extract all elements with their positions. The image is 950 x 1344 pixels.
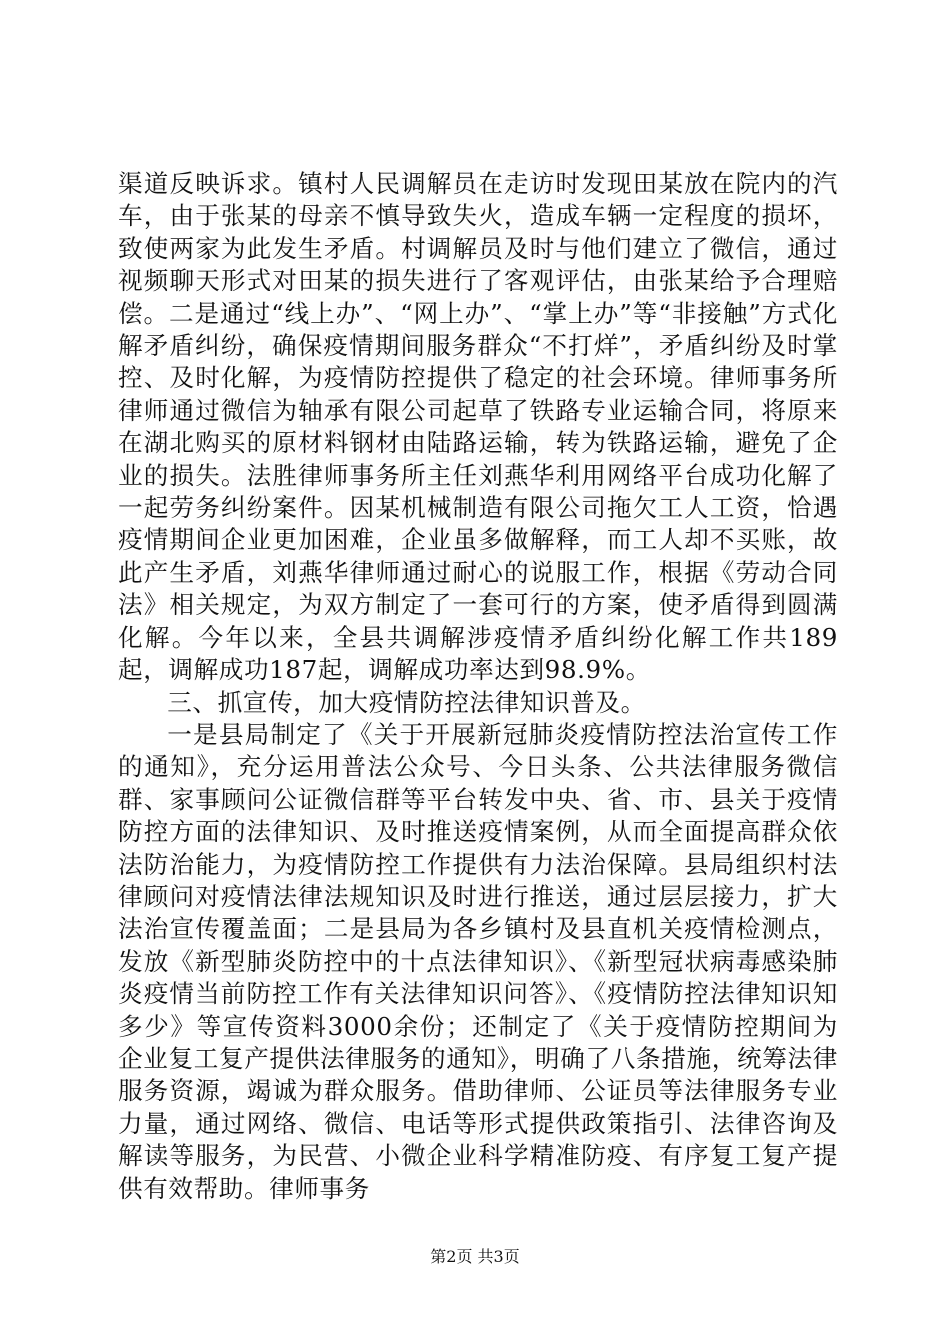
page-footer: 第2页 共3页: [430, 1247, 520, 1266]
paragraph-publicity: 一是县局制定了《关于开展新冠肺炎疫情防控法治宣传工作的通知》，充分运用普法公众号、今日头条、公共法律服务微信群、家事顾问公证微信群等平台转发中央、省、市、县关于疫情防控方面的法律知识、及时推送疫情案例，从而全面提高群众依法防治能力，为疫情防控工作提供有力法治保障。县局组织村法律顾问对疫情法律法规知识及时进行推送，通过层层接力，扩大法治宣传覆盖面；二是县局为各乡镇村及县直机关疫情检测点，发放《新型肺炎防控中的十点法律知识》、《新型冠状病毒感染肺炎疫情当前防控工作有关法律知识问答》、《疫情防控法律知识知多少》等宣传资料3000余份；还制定了《关于疫情防控期间为企业复工复产提供法律服务的通知》，明确了八条措施，统筹法律服务资源，竭诚为群众服务。借助律师、公证员等法律服务专业力量，通过网络、微信、电话等形式提供政策指引、法律咨询及解读等服务，为民营、小微企业科学精准防疫、有序复工复产提供有效帮助。律师事务: [118, 719, 838, 1203]
section-heading: 三、抓宣传，加大疫情防控法律知识普及。: [167, 687, 646, 717]
paragraph-continuation: 渠道反映诉求。镇村人民调解员在走访时发现田某放在院内的汽车，由于张某的母亲不慎导致失火，造成车辆一定程度的损坏，致使两家为此发生矛盾。村调解员及时与他们建立了微信，通过视频聊天形式对田某的损失进行了客观评估，由张某给予合理赔偿。二是通过“线上办”、“网上办”、“掌上办”等“非接触”方式化解矛盾纠纷，确保疫情期间服务群众“不打烊”，矛盾纠纷及时掌控、及时化解，为疫情防控提供了稳定的社会环境。律师事务所律师通过微信为轴承有限公司起草了铁路专业运输合同，将原来在湖北购买的原材料钢材由陆路运输，转为铁路运输，避免了企业的损失。法胜律师事务所主任刘燕华利用网络平台成功化解了一起劳务纠纷案件。因某机械制造有限公司拖欠工人工资，恰遇疫情期间企业更加困难，企业虽多做解释，而工人却不买账，故此产生矛盾，刘燕华律师通过耐心的说服工作，根据《劳动合同法》相关规定，为双方制定了一套可行的方案，使矛盾得到圆满化解。今年以来，全县共调解涉疫情矛盾纠纷化解工作共189起，调解成功187起，调解成功率达到98.9%。: [118, 169, 838, 685]
document-body: [118, 168, 838, 1205]
